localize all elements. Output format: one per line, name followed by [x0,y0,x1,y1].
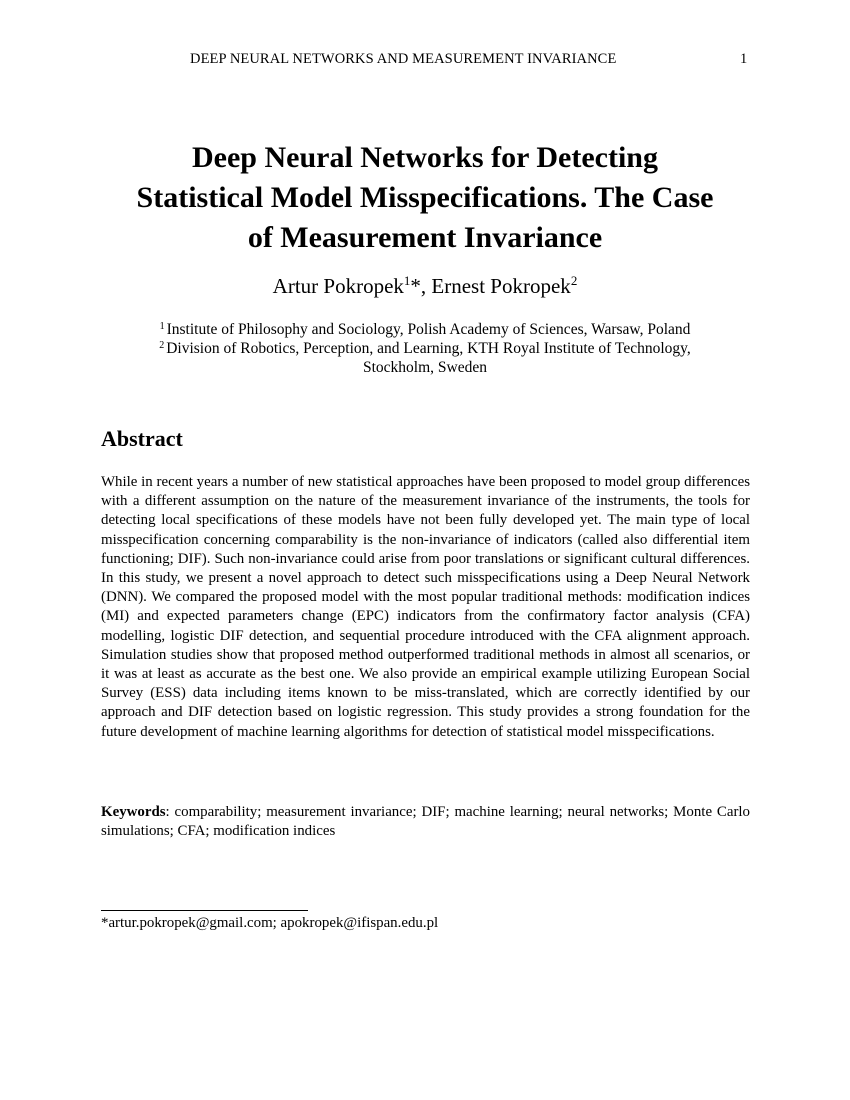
corresponding-mark: *, [410,274,432,298]
affiliation-mark: 1 [403,273,411,288]
affiliation-mark: 2 [159,340,165,351]
abstract-heading: Abstract [101,426,183,451]
title-line: Deep Neural Networks for Detecting [192,141,658,174]
affiliation-mark: 1 [159,321,165,332]
title-line: Statistical Model Misspecifications. The Case [136,181,714,214]
affiliation-text: Institute of Philosophy and Sociology, Polish Academy of Sciences, Warsaw, Poland [166,321,691,338]
footnote-email: *artur.pokropek@gmail.com; apokropek@ifispan.edu.pl [101,915,439,931]
running-head: DEEP NEURAL NETWORKS AND MEASUREMENT INVARIANCE [190,51,617,67]
page-number: 1 [740,51,748,67]
title-line: of Measurement Invariance [247,221,603,254]
keywords-text: : comparability; measurement invariance; DIF; machine learning; neural networks; Monte Carlo simulations; CFA; modification indices [101,804,750,840]
author-name: Artur Pokropek [272,274,404,298]
abstract-body: While in recent years a number of new statistical approaches have been proposed to model group differences with a different assumption on the nature of the measurement invariance of the instruments, the tools for detecting local specifications of these models have not been fully developed yet. The main type of local misspecification concerning comparability is the non-invariance of indicators (called also differential item functioning; DIF). Such non-invariance could arise from poor translations or significant cultural differences. In this study, we present a novel approach to detect such misspecifications using a Deep Neural Network (DNN). We compared the proposed model with the most popular traditional methods: modification indices (MI) and expected parameters change (EPC) indicators from the confirmatory factor analysis (CFA) modelling, logistic DIF detection, and sequential procedure introduced with the CFA alignment approach. Simulation studies show that proposed method outperformed traditional methods in almost all scenarios, or it was at least as accurate as the best one. We also provide an empirical example utilizing European Social Survey (ESS) data including items known to be miss-translated, which are correctly identified by our approach and DIF detection based on logistic regression. This study provides a strong foundation for the future development of machine learning algorithms for detection of statistical model misspecifications. [101,474,750,740]
author-name: Ernest Pokropek [431,274,571,298]
keywords [101,803,750,841]
footnote-divider [101,910,308,911]
affiliation-line [140,320,710,339]
affiliation-line [140,339,710,377]
keywords-label: Keywords [101,804,166,820]
paper-title [80,138,770,258]
affiliation-mark: 2 [570,273,578,288]
affiliations [140,320,710,377]
author-list [80,274,770,299]
affiliation-text: Division of Robotics, Perception, and Learning, KTH Royal Institute of Technology, Stockholm, Sweden [166,340,691,376]
